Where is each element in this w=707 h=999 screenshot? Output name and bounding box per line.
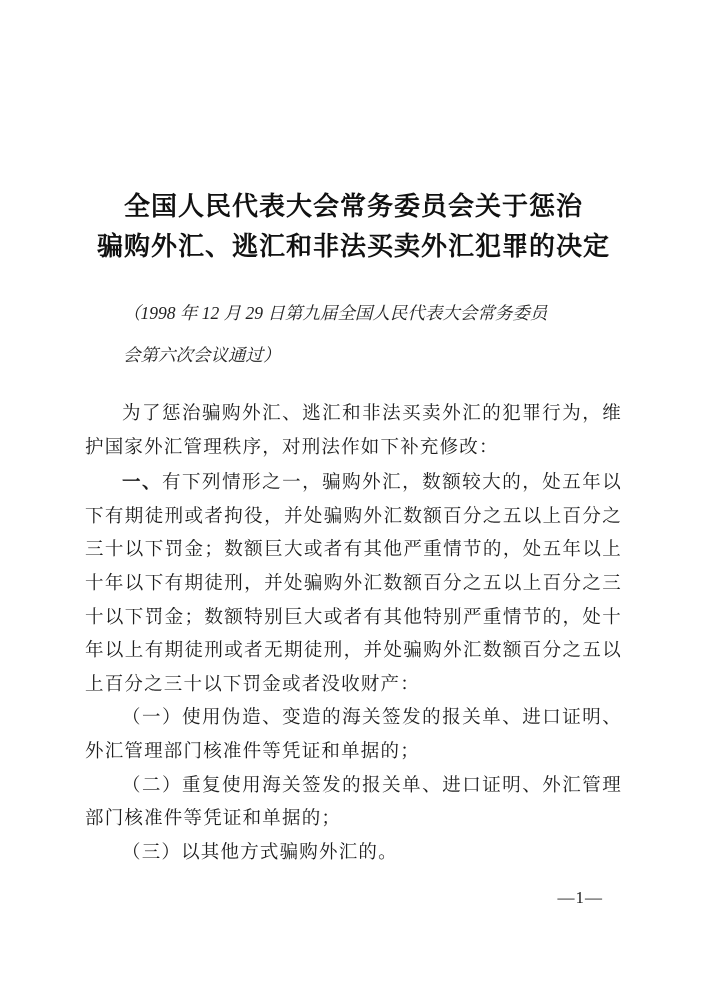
enactment-note-line-2: 会第六次会议通过） bbox=[123, 345, 281, 365]
page-number: —1— bbox=[557, 888, 603, 907]
item-2-paragraph: （二）重复使用海关签发的报关单、进口证明、外汇管理部门核准件等凭证和单据的； bbox=[85, 775, 622, 830]
item-3-paragraph: （三）以其他方式骗购外汇的。 bbox=[122, 842, 398, 863]
title-line-1: 全国人民代表大会常务委员会关于惩治 bbox=[123, 191, 583, 221]
title-line-2: 骗购外汇、逃汇和非法买卖外汇犯罪的决定 bbox=[96, 231, 610, 261]
enactment-note bbox=[85, 292, 622, 376]
preamble-paragraph: 为了惩治骗购外汇、逃汇和非法买卖外汇的犯罪行为，维护国家外汇管理秩序，对刑法作如下补充修改： bbox=[85, 404, 622, 458]
article-1-paragraph bbox=[85, 465, 622, 702]
enactment-note-line-1: （1998 年 12 月 29 日第九届全国人民代表大会常务委员 bbox=[123, 303, 548, 323]
document-title bbox=[85, 186, 622, 266]
item-1-paragraph: （一）使用伪造、变造的海关签发的报关单、进口证明、外汇管理部门核准件等凭证和单据的； bbox=[85, 708, 622, 762]
article-1-text: 有下列情形之一，骗购外汇，数额较大的，处五年以下有期徒刑或者拘役，并处骗购外汇数额百分之五以上百分之三十以下罚金；数额巨大或者有其他严重情节的，处五年以上十年以下有期徒刑，并处骗购外汇数额百分之五以上百分之三十以下罚金；数额特别巨大或者有其他特别严重情节的，处十年以上有期徒刑或者无期徒刑，并处骗购外汇数额百分之五以上百分之三十以下罚金或者没收财产： bbox=[85, 473, 622, 695]
article-1-number: 一、 bbox=[122, 471, 163, 493]
document-content bbox=[0, 186, 707, 870]
document-body bbox=[85, 398, 622, 870]
